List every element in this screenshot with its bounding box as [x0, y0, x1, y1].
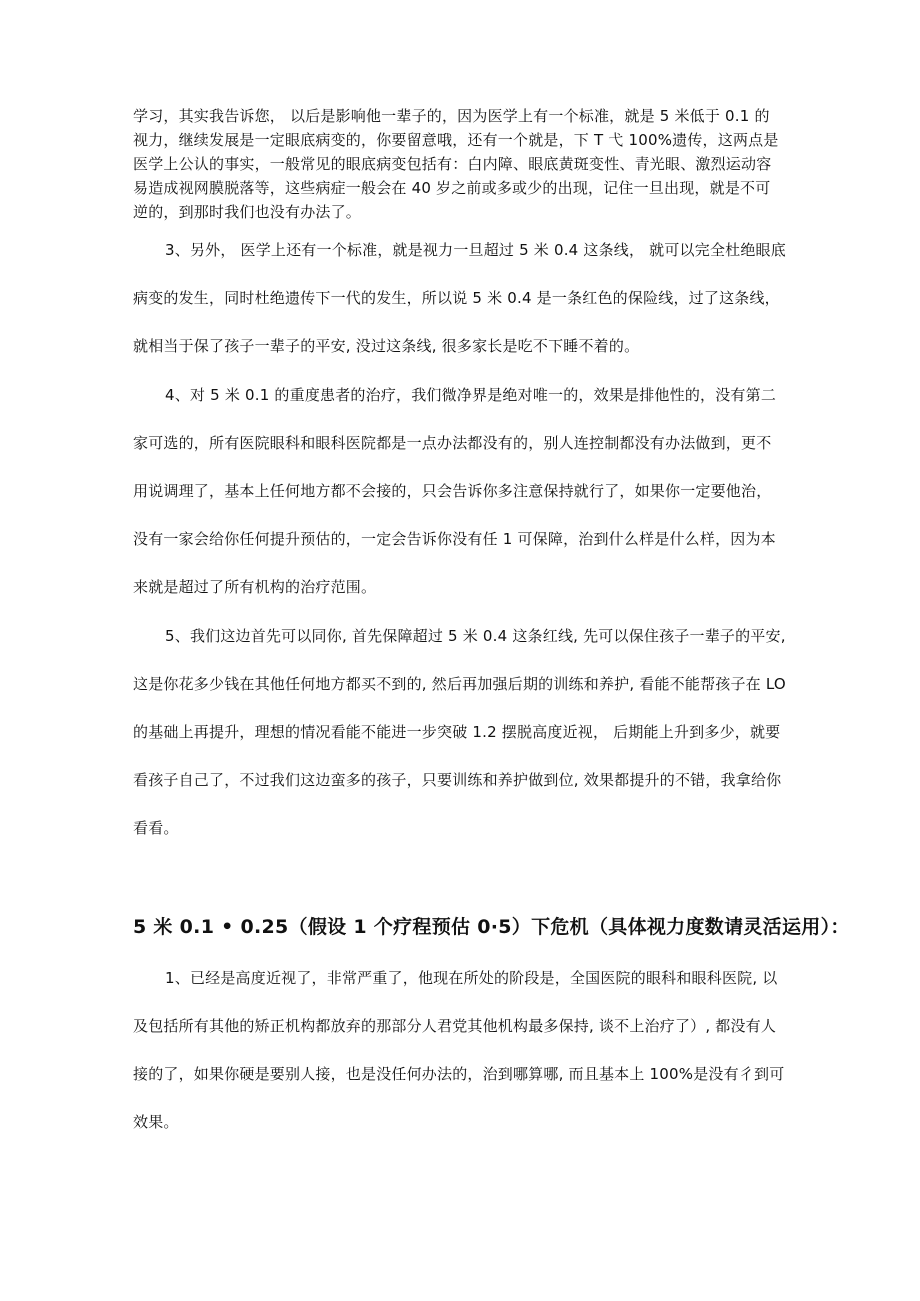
point-3-line-2: 病变的发生，同时杜绝遗传下一代的发生，所以说 5 米 0.4 是一条红色的保险线，过了这条线，	[133, 289, 780, 307]
section-heading: 5 米 0.1 • 0.25（假设 1 个疗程预估 0·5）下危机（具体视力度数请灵活运用）：	[133, 916, 850, 938]
intro-line-3: 医学上公认的事实，一般常见的眼底病变包括有：白内障、眼底黄斑变性、青光眼、激烈运动容	[133, 155, 772, 173]
point-3-line-1: 3、另外， 医学上还有一个标准，就是视力一旦超过 5 米 0.4 这条线， 就可以完全杜绝眼底	[165, 241, 786, 259]
point-5-line-5: 看看。	[133, 819, 179, 837]
point-4-line-3: 用说调理了，基本上任何地方都不会接的，只会告诉你多注意保持就行了，如果你一定要他治，	[133, 482, 772, 500]
intro-paragraph	[133, 104, 793, 224]
point-4-paragraph	[133, 371, 793, 611]
section-point-1-line-2: 及包括所有其他的矫正机构都放弃的那部分人君党其他机构最多保持, 谈不上治疗了）, 都没有人	[133, 1017, 777, 1035]
point-5-line-3: 的基础上再提升，理想的情况看能不能进一步突破 1.2 摆脱高度近视， 后期能上升到多少，就要	[133, 723, 781, 741]
intro-line-5: 逆的，到那时我们也没有办法了。	[133, 203, 362, 221]
point-4-line-2: 家可选的，所有医院眼科和眼科医院都是一点办法都没有的，别人连控制都没有办法做到，更不	[133, 434, 772, 452]
point-5-paragraph	[133, 612, 793, 852]
point-5-line-4: 看孩子自己了，不过我们这边蛮多的孩子，只要训练和养护做到位, 效果都提升的不错，我拿给你	[133, 771, 782, 789]
point-4-line-5: 来就是超过了所有机构的治疗范围。	[133, 578, 377, 596]
point-3-line-3: 就相当于保了孩子一辈子的平安, 没过这条线, 很多家长是吃不下睡不着的。	[133, 337, 640, 355]
point-3-paragraph	[133, 226, 793, 370]
intro-line-2: 视力，继续发展是一定眼底病变的，你要留意哦，还有一个就是，下 T 弋 100%遗传，这两点是	[133, 131, 779, 149]
section-point-1-line-3: 接的了，如果你硬是要别人接，也是没任何办法的，治到哪算哪, 而且基本上 100%是没有彳到可	[133, 1065, 785, 1083]
point-5-line-2: 这是你花多少钱在其他任何地方都买不到的, 然后再加强后期的训练和养护, 看能不能帮孩子在 LO	[133, 675, 786, 693]
section-point-1-line-4: 效果。	[133, 1113, 179, 1131]
intro-line-1: 学习，其实我告诉您， 以后是影响他一辈子的，因为医学上有一个标准，就是 5 米低于 0.1 的	[133, 107, 770, 125]
intro-line-4: 易造成视网膜脱落等，这些病症一般会在 40 岁之前或多或少的出现，记住一旦出现，就是不可	[133, 179, 771, 197]
point-4-line-1: 4、对 5 米 0.1 的重度患者的治疗，我们微净界是绝对唯一的，效果是排他性的，没有第二	[165, 386, 777, 404]
section-point-1-line-1: 1、已经是高度近视了，非常严重了，他现在所处的阶段是，全国医院的眼科和眼科医院, 以	[165, 969, 778, 987]
point-4-line-4: 没有一家会给你任何提升预估的，一定会告诉你没有任 1 可保障，治到什么样是什么样，因为本	[133, 530, 776, 548]
section-point-1-paragraph	[133, 954, 793, 1146]
point-5-line-1: 5、我们这边首先可以同你, 首先保障超过 5 米 0.4 这条红线, 先可以保住孩子一辈子的平安,	[165, 627, 786, 645]
